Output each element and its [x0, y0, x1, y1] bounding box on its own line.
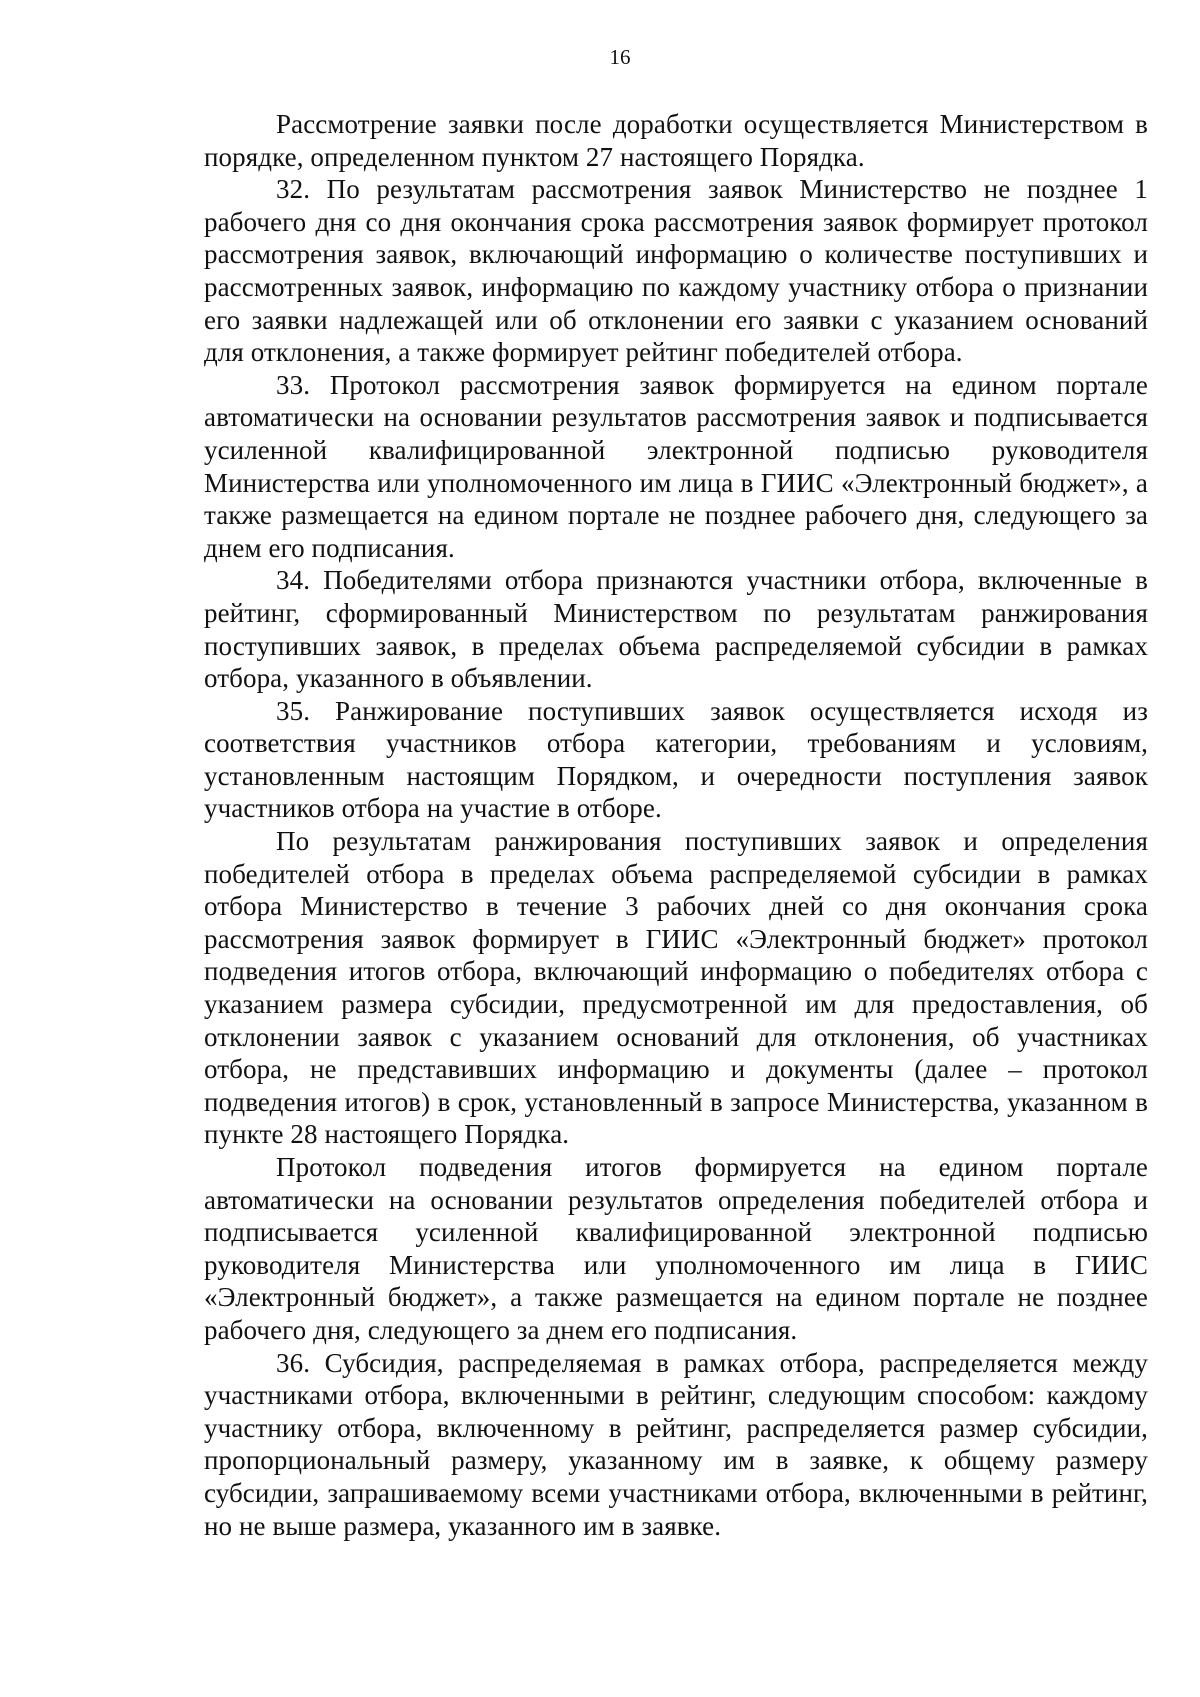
document-body: [204, 108, 1148, 1542]
paragraph-32: 32. По результатам рассмотрения заявок Министерство не позднее 1 рабочего дня со дня окончания срока рассмотрения заявок формирует протокол рассмотрения заявок, включающий информацию о количестве поступивших и рассмотренных заявок, информацию по каждому участнику отбора о признании его заявки надлежащей или об отклонении его заявки с указанием оснований для отклонения, а также формирует рейтинг победителей отбора.: [204, 174, 1148, 368]
paragraph-36: 36. Субсидия, распределяемая в рамках отбора, распределяется между участниками отбора, включенными в рейтинг, следующим способом: каждому участнику отбора, включенному в рейтинг, распределяется размер субсидии, пропорциональный размеру, указанному им в заявке, к общему размеру субсидии, запрашиваемому всеми участниками отбора, включенными в рейтинг, но не выше размера, указанного им в заявке.: [204, 1347, 1148, 1541]
paragraph-summary-protocol: Протокол подведения итогов формируется на едином портале автоматически на основании результатов определения победителей отбора и подписывается усиленной квалифицированной электронной подписью руководителя Министерства или уполномоченного им лица в ГИИС «Электронный бюджет», а также размещается на едином портале не позднее рабочего дня, следующего за днем его подписания.: [204, 1152, 1148, 1345]
paragraph-35: 35. Ранжирование поступивших заявок осуществляется исходя из соответствия участников отбора категории, требованиям и условиям, установленным настоящим Порядком, и очередности поступления заявок участников отбора на участие в отборе.: [204, 695, 1148, 824]
paragraph-34: 34. Победителями отбора признаются участники отбора, включенные в рейтинг, сформированный Министерством по результатам ранжирования поступивших заявок, в пределах объема распределяемой субсидии в рамках отбора, указанного в объявлении.: [204, 565, 1148, 694]
paragraph-ranking-results: По результатам ранжирования поступивших заявок и определения победителей отбора в пределах объема распределяемой субсидии в рамках отбора Министерство в течение 3 рабочих дней со дня окончания срока рассмотрения заявок формирует в ГИИС «Электронный бюджет» протокол подведения итогов отбора, включающий информацию о победителях отбора с указанием размера субсидии, предусмотренной им для предоставления, об отклонении заявок с указанием оснований для отклонения, об участниках отбора, не представивших информацию и документы (далее – протокол подведения итогов) в срок, установленный в запросе Министерства, указанном в пункте 28 настоящего Порядка.: [204, 826, 1148, 1150]
page-number: 16: [609, 45, 631, 69]
paragraph-review-after-revision: Рассмотрение заявки после доработки осуществляется Министерством в порядке, определенном пунктом 27 настоящего Порядка.: [204, 109, 1148, 172]
paragraph-33: 33. Протокол рассмотрения заявок формируется на едином портале автоматически на основании результатов рассмотрения заявок и подписывается усиленной квалифицированной электронной подписью руководителя Министерства или уполномоченного им лица в ГИИС «Электронный бюджет», а также размещается на едином портале не позднее рабочего дня, следующего за днем его подписания.: [204, 369, 1148, 563]
